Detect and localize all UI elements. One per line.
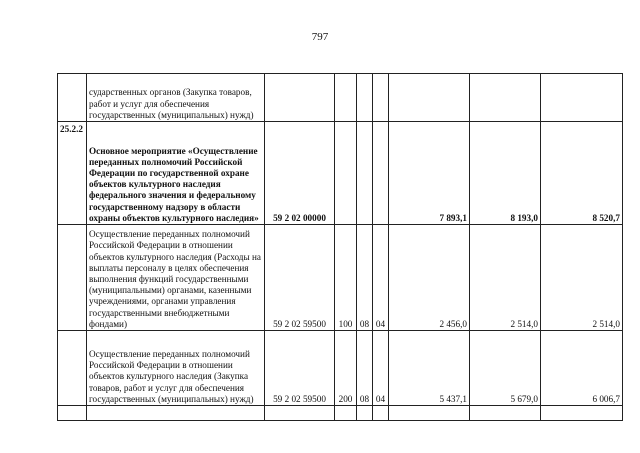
row-value-3: 8 520,7 [541, 122, 623, 225]
row-name: Осуществление переданных полномочий Российской Федерации в отношении объектов культурного наследия (Расходы на выплаты персоналу в целях обеспечения выполнения функций государственными (муниципальными) органами, казенными учреждениями, органами управления государственными внебюджетными фондами) [87, 225, 265, 331]
table-row [58, 74, 623, 122]
row-code: 59 2 02 59500 [265, 331, 335, 406]
row-value-2: 8 193,0 [470, 122, 541, 225]
row-vr [335, 122, 357, 225]
row-value-3: 6 006,7 [541, 331, 623, 406]
row-number [58, 406, 87, 421]
row-rz: 08 [357, 225, 373, 331]
row-value-1: 5 437,1 [389, 331, 470, 406]
table-row [58, 225, 623, 331]
row-value-1 [389, 406, 470, 421]
row-value-1: 7 893,1 [389, 122, 470, 225]
table-row [58, 406, 623, 421]
row-rz [357, 122, 373, 225]
row-value-2 [470, 406, 541, 421]
row-value-2 [470, 74, 541, 122]
row-code [265, 406, 335, 421]
row-value-2: 2 514,0 [470, 225, 541, 331]
row-vr [335, 406, 357, 421]
row-pr: 04 [373, 225, 389, 331]
row-vr: 100 [335, 225, 357, 331]
row-pr [373, 122, 389, 225]
row-name: сударственных органов (Закупка товаров, работ и услуг для обеспечения государственных (муниципальных) нужд) [87, 74, 265, 122]
row-rz [357, 406, 373, 421]
row-value-2: 5 679,0 [470, 331, 541, 406]
row-value-1 [389, 74, 470, 122]
row-value-3 [541, 406, 623, 421]
row-name: Основное мероприятие «Осуществление переданных полномочий Российской Федерации по государственной охране объектов культурного наследия федерального значения и федеральному государственному надзору в области охраны объектов культурного наследия» [87, 122, 265, 225]
row-name: Осуществление переданных полномочий Российской Федерации в отношении объектов культурного наследия (Закупка товаров, работ и услуг для обеспечения государственных (муниципальных) нужд) [87, 331, 265, 406]
row-code: 59 2 02 59500 [265, 225, 335, 331]
row-rz: 08 [357, 331, 373, 406]
row-number [58, 74, 87, 122]
row-code [265, 74, 335, 122]
row-pr: 04 [373, 331, 389, 406]
row-vr [335, 74, 357, 122]
row-value-1: 2 456,0 [389, 225, 470, 331]
row-number [58, 331, 87, 406]
row-pr [373, 406, 389, 421]
table-row [58, 331, 623, 406]
row-name [87, 406, 265, 421]
page-number: 797 [311, 31, 329, 43]
row-code: 59 2 02 00000 [265, 122, 335, 225]
budget-table [57, 73, 623, 421]
row-rz [357, 74, 373, 122]
row-vr: 200 [335, 331, 357, 406]
row-value-3: 2 514,0 [541, 225, 623, 331]
row-number [58, 225, 87, 331]
row-number: 25.2.2 [58, 122, 87, 225]
row-pr [373, 74, 389, 122]
table-row [58, 122, 623, 225]
row-value-3 [541, 74, 623, 122]
